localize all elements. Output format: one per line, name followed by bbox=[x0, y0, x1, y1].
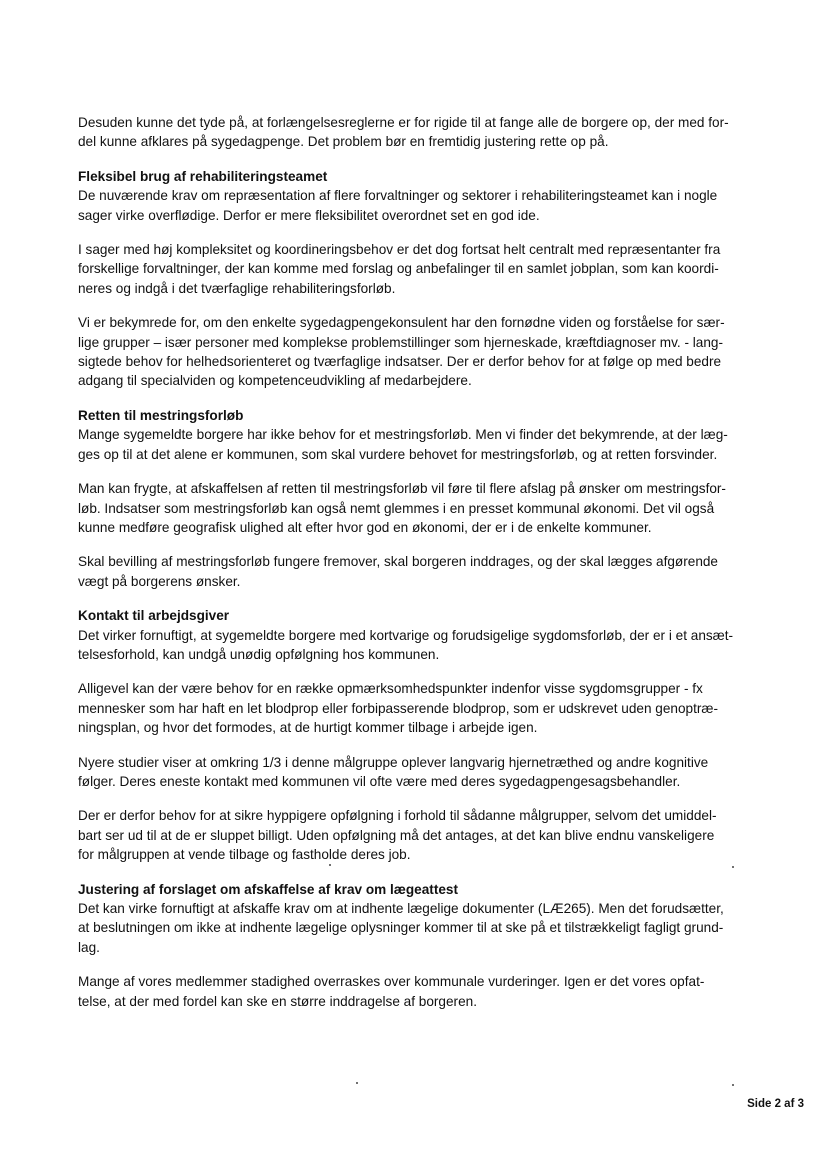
document-body bbox=[78, 113, 754, 1026]
section-heading: Justering af forslaget om afskaffelse af krav om lægeattest bbox=[78, 881, 459, 897]
text-line: Der er derfor behov for at sikre hyppigere opfølgning i forhold til sådanne målgrupper, selvom det umiddel- bbox=[78, 808, 717, 824]
text-line: telsesforhold, kan undgå unødig opfølgning hos kommunen. bbox=[78, 646, 440, 662]
section bbox=[78, 880, 754, 1011]
paragraph bbox=[78, 240, 754, 298]
section-heading: Retten til mestringsforløb bbox=[78, 407, 244, 423]
paragraph bbox=[78, 167, 754, 225]
paragraph bbox=[78, 753, 754, 792]
text-line: neres og indgå i det tværfaglige rehabiliteringsforløb. bbox=[78, 280, 396, 296]
text-line: Man kan frygte, at afskaffelsen af retten til mestringsforløb vil føre til flere afslag på ønsker om mestringsfor- bbox=[78, 481, 726, 497]
section-heading: Kontakt til arbejdsgiver bbox=[78, 608, 230, 624]
paragraph bbox=[78, 880, 754, 958]
page-number: Side 2 af 3 bbox=[747, 1098, 804, 1110]
paragraph bbox=[78, 806, 754, 864]
text-line: adgang til specialviden og kompetenceudvikling af medarbejdere. bbox=[78, 373, 472, 389]
section-heading: Fleksibel brug af rehabiliteringsteamet bbox=[78, 168, 328, 184]
text-line: for målgruppen at vende tilbage og fastholde deres job. bbox=[78, 847, 411, 863]
text-line: Skal bevilling af mestringsforløb fungere fremover, skal borgeren inddrages, og der skal lægges afgørende bbox=[78, 554, 718, 570]
sections-container bbox=[78, 113, 754, 1011]
paragraph bbox=[78, 479, 754, 537]
paragraph bbox=[78, 113, 754, 152]
scan-speck bbox=[329, 864, 331, 866]
text-line: Desuden kunne det tyde på, at forlængelsesreglerne er for rigide til at fange alle de borgere op, der med for- bbox=[78, 115, 729, 130]
text-line: forskellige forvaltninger, der kan komme med forslag og anbefalinger til en samlet jobplan, som kan koordi- bbox=[78, 261, 719, 277]
paragraph bbox=[78, 313, 754, 391]
text-line: sigtede behov for helhedsorienteret og tværfaglige indsatser. Der er derfor behov for at følge op med bedre bbox=[78, 354, 722, 370]
text-line: De nuværende krav om repræsentation af flere forvaltninger og sektorer i rehabiliteringsteamet kan i nogle bbox=[78, 188, 718, 204]
section bbox=[78, 113, 754, 152]
text-line: lige grupper – især personer med komplekse problemstillinger som hjerneskade, kræftdiagnoser mv. - lang- bbox=[78, 334, 723, 350]
text-line: Mange sygemeldte borgere har ikke behov for et mestringsforløb. Men vi finder det bekymrende, at der læg- bbox=[78, 427, 728, 443]
text-line: I sager med høj kompleksitet og koordineringsbehov er det dog fortsat helt centralt med repræsentanter fra bbox=[78, 242, 721, 258]
paragraph bbox=[78, 679, 754, 737]
scan-speck bbox=[356, 1082, 358, 1084]
text-line: Det virker fornuftigt, at sygemeldte borgere med kortvarige og forudsigelige sygdomsforløb, der er i et ansæt- bbox=[78, 627, 734, 643]
text-line: Nyere studier viser at omkring 1/3 i denne målgruppe oplever langvarig hjernetræthed og andre kognitive bbox=[78, 754, 709, 770]
text-line: lag. bbox=[78, 939, 100, 955]
text-line: ningsplan, og hvor det formodes, at de hurtigt kommer tilbage i arbejde igen. bbox=[78, 720, 538, 736]
section bbox=[78, 606, 754, 864]
text-line: Det kan virke fornuftigt at afskaffe krav om at indhente lægelige dokumenter (LÆ265). Men det forudsætter, bbox=[78, 901, 724, 916]
text-line: Alligevel kan der være behov for en række opmærksomhedspunkter indenfor visse sygdomsgrupper - fx bbox=[78, 681, 703, 697]
scan-speck bbox=[732, 866, 734, 868]
text-line: mennesker som har haft en let blodprop eller forbipasserende blodprop, som er udskrevet uden genoptræ- bbox=[78, 700, 719, 716]
text-line: Mange af vores medlemmer stadighed overraskes over kommunale vurderinger. Igen er det vores opfat- bbox=[78, 974, 705, 990]
scan-speck bbox=[732, 1084, 734, 1086]
text-line: kunne medføre geografisk ulighed alt efter hvor god en økonomi, der er i de enkelte kommuner. bbox=[78, 519, 652, 535]
section bbox=[78, 406, 754, 591]
text-line: del kunne afklares på sygedagpenge. Det problem bør en fremtidig justering rette op på. bbox=[78, 134, 609, 150]
paragraph bbox=[78, 972, 754, 1011]
text-line: at beslutningen om ikke at indhente lægelige oplysninger kommer til at ske på et tilstrækkeligt fagligt grund- bbox=[78, 920, 724, 936]
text-line: ges op til at det alene er kommunen, som skal vurdere behovet for mestringsforløb, og at retten forsvinder. bbox=[78, 446, 718, 462]
text-line: sager virke overflødige. Derfor er mere fleksibilitet overordnet set en god ide. bbox=[78, 207, 540, 223]
text-line: vægt på borgerens ønsker. bbox=[78, 573, 241, 589]
text-line: telse, at der med fordel kan ske en større inddragelse af borgeren. bbox=[78, 993, 477, 1009]
text-line: bart ser ud til at de er sluppet billigt. Uden opfølgning må det antages, at det kan blive endnu vanskeligere bbox=[78, 827, 715, 843]
paragraph bbox=[78, 552, 754, 591]
paragraph bbox=[78, 406, 754, 464]
paragraph bbox=[78, 606, 754, 664]
section bbox=[78, 167, 754, 391]
text-line: Vi er bekymrede for, om den enkelte sygedagpengekonsulent har den fornødne viden og forståelse for sær- bbox=[78, 315, 725, 331]
text-line: følger. Deres eneste kontakt med kommunen vil ofte være med deres sygedagpengesagsbehandler. bbox=[78, 773, 681, 789]
text-line: løb. Indsatser som mestringsforløb kan også nemt glemmes i en presset kommunal økonomi. Det vil også bbox=[78, 500, 715, 516]
